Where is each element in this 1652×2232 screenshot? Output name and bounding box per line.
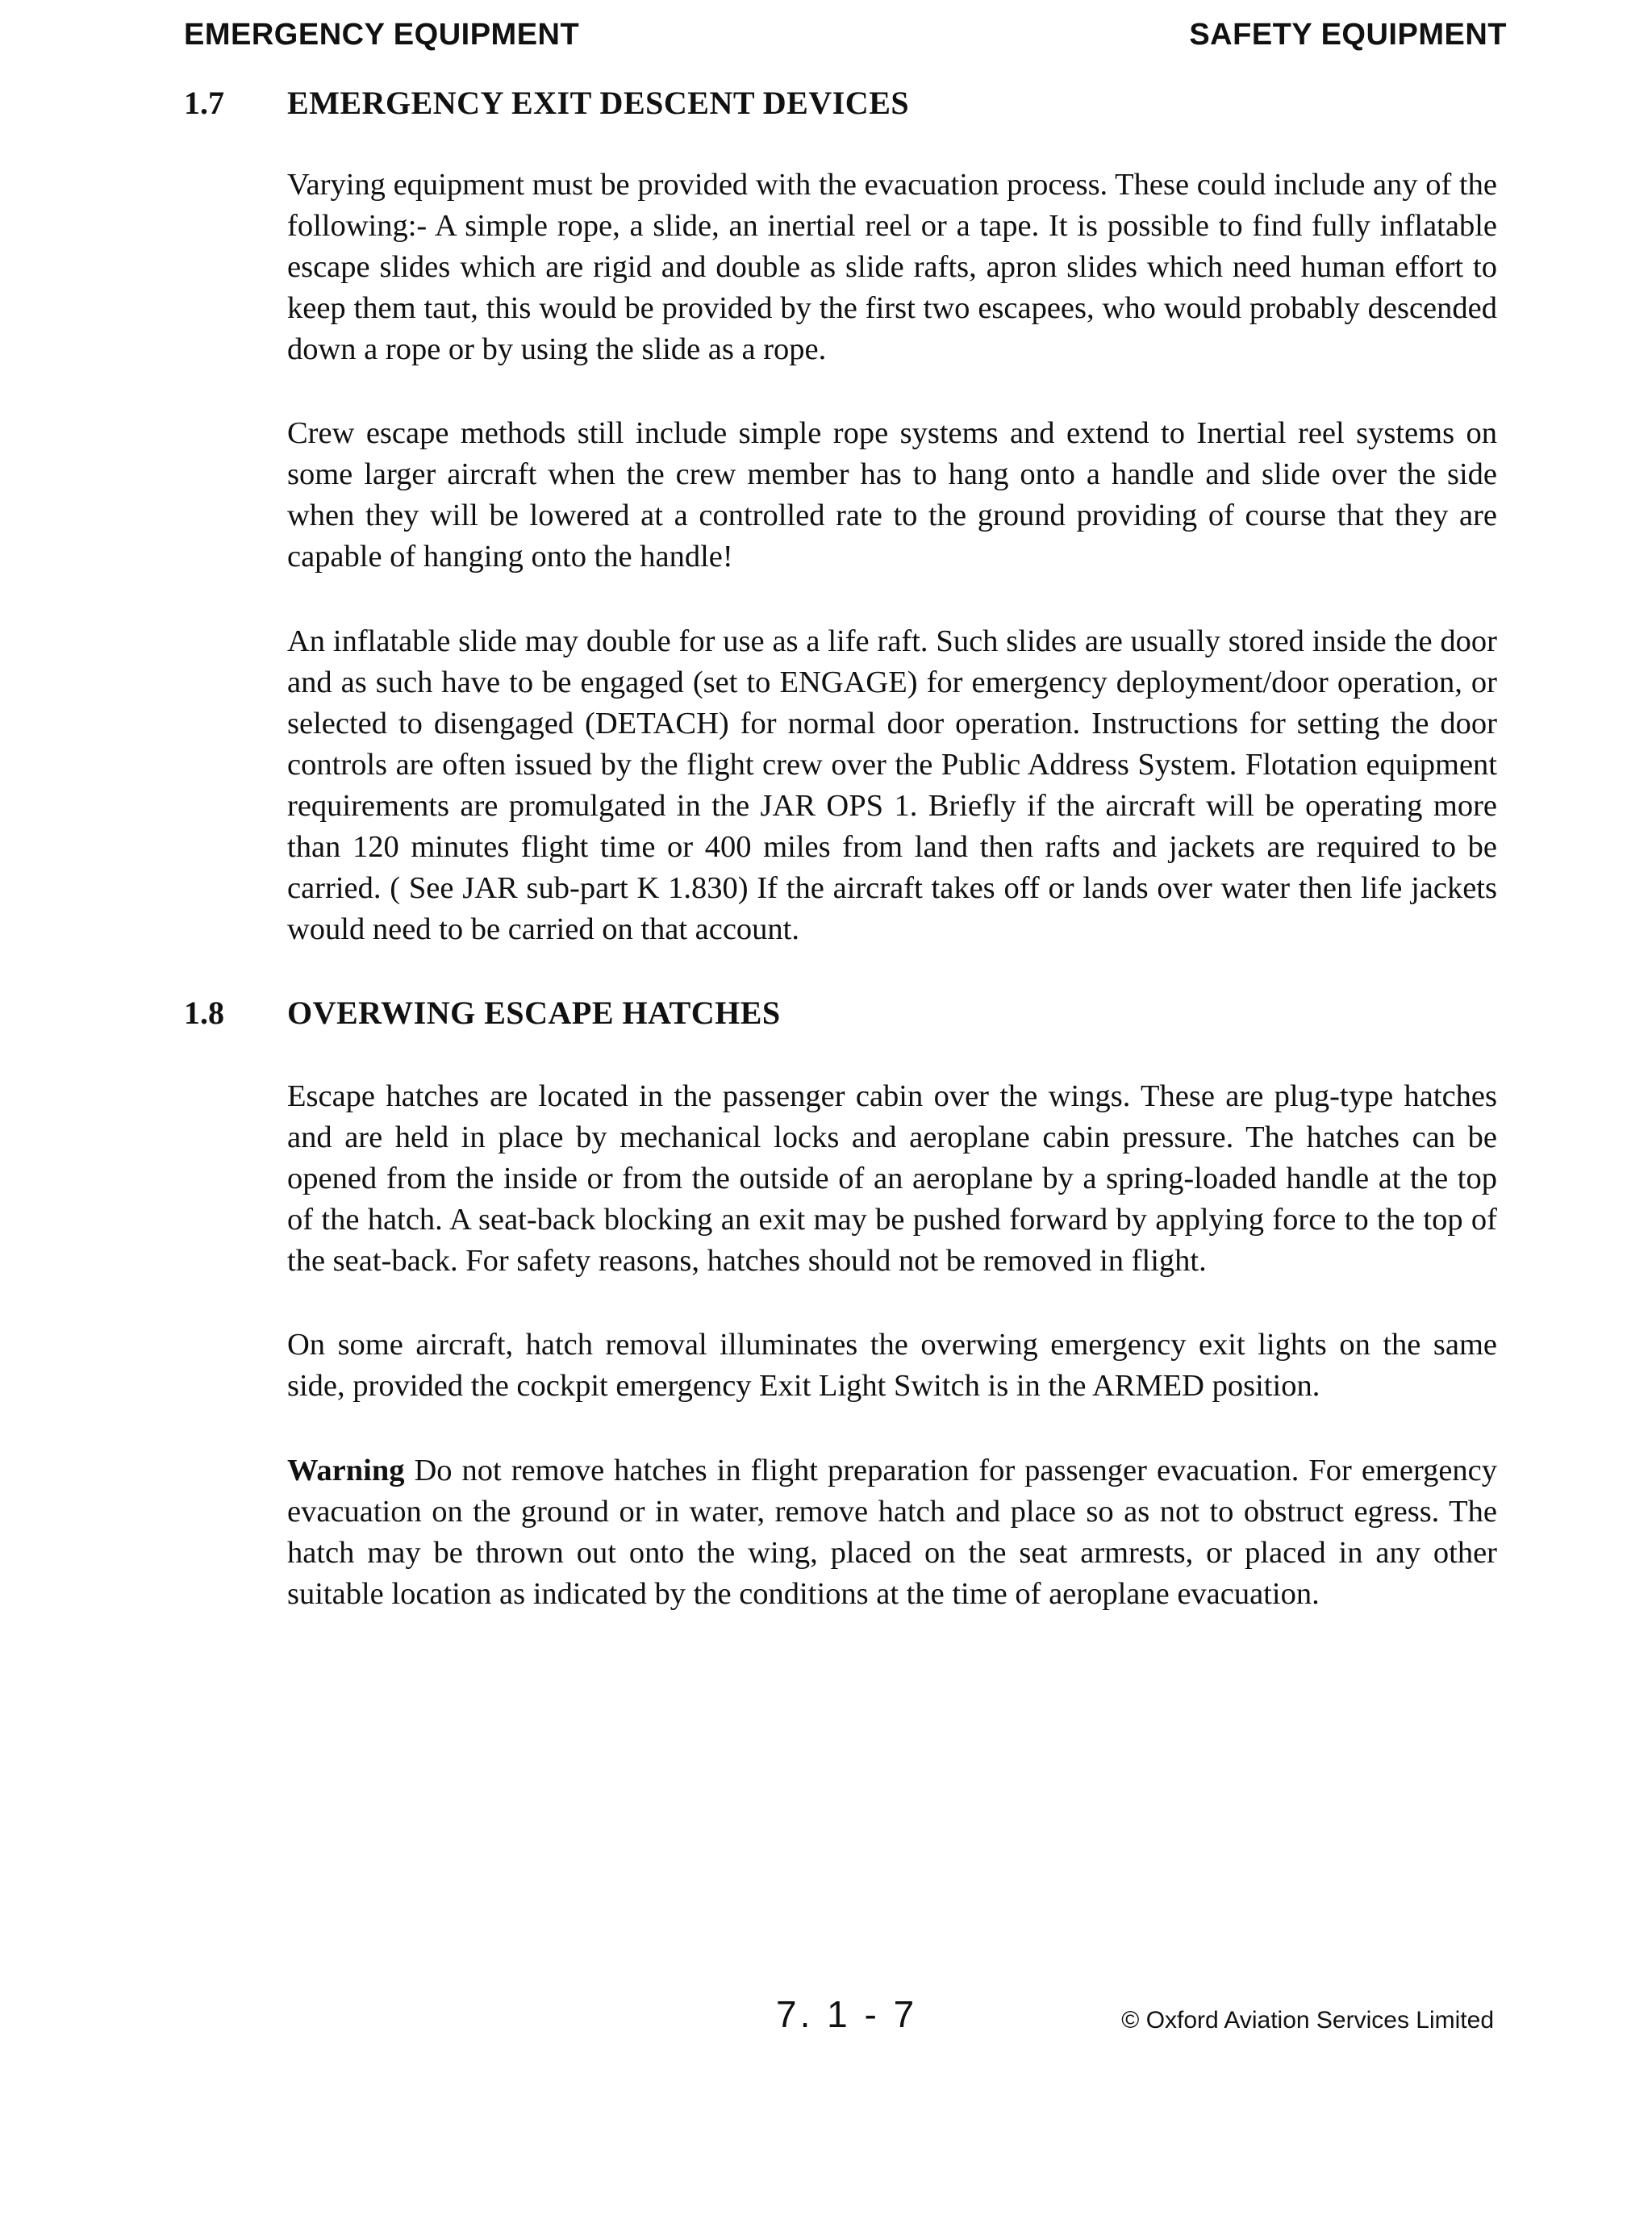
header-right-title: SAFETY EQUIPMENT	[1189, 18, 1507, 52]
page-number: 7. 1 - 7	[776, 1993, 918, 2035]
warning-text: Do not remove hatches in flight preparation for passenger evacuation. For emergency evacuation on the ground or in water, remove hatch and place so as not to obstruct egress. The hatch may be thrown out onto the wing, placed on the seat armrests, or placed in any other suitable location as indicated by the conditions at the time of aeroplane evacuation.	[287, 1454, 1497, 1611]
section-number: 1.8	[184, 995, 224, 1031]
paragraph: On some aircraft, hatch removal illuminates the overwing emergency exit lights on the same side, provided the cockpit emergency Exit Light Switch is in the ARMED position.	[287, 1328, 1497, 1403]
copyright-notice: © Oxford Aviation Services Limited	[1121, 2007, 1494, 2034]
paragraph: An inflatable slide may double for use as a life raft. Such slides are usually stored inside the door and as such have to be engaged (set to ENGAGE) for emergency deployment/door operation, or selected to disengaged (DETACH) for normal door operation. Instructions for setting the door controls are often issued by the flight crew over the Public Address System. Flotation equipment requirements are promulgated in the JAR OPS 1. Briefly if the aircraft will be operating more than 120 minutes flight time or 400 miles from land then rafts and jackets are required to be carried. ( See JAR sub-part K 1.830) If the aircraft takes off or lands over water then life jackets would need to be carried on that account.	[287, 624, 1497, 946]
warning-label: Warning	[287, 1454, 405, 1487]
header-left-title: EMERGENCY EQUIPMENT	[184, 18, 580, 52]
section-number: 1.7	[184, 85, 224, 121]
paragraph: Crew escape methods still include simple rope systems and extend to Inertial reel systems on some larger aircraft when the crew member has to hang onto a handle and slide over the side when they will be lowered at a controlled rate to the ground providing of course that they are capable of hanging onto the handle!	[287, 416, 1497, 574]
warning-paragraph	[287, 1450, 1497, 1615]
paragraph: Varying equipment must be provided with the evacuation process. These could include any of the following:- A simple rope, a slide, an inertial reel or a tape. It is possible to find fully inflatable escape slides which are rigid and double as slide rafts, apron slides which need human effort to keep them taut, this would be provided by the first two escapees, who would probably descended down a rope or by using the slide as a rope.	[287, 168, 1497, 366]
paragraph: Escape hatches are located in the passenger cabin over the wings. These are plug-type hatches and are held in place by mechanical locks and aeroplane cabin pressure. The hatches can be opened from the inside or from the outside of an aeroplane by a spring-loaded handle at the top of the hatch. A seat-back blocking an exit may be pushed forward by applying force to the top of the seat-back. For safety reasons, hatches should not be removed in flight.	[287, 1079, 1497, 1278]
section-title: OVERWING ESCAPE HATCHES	[287, 995, 781, 1031]
section-title: EMERGENCY EXIT DESCENT DEVICES	[287, 85, 910, 121]
